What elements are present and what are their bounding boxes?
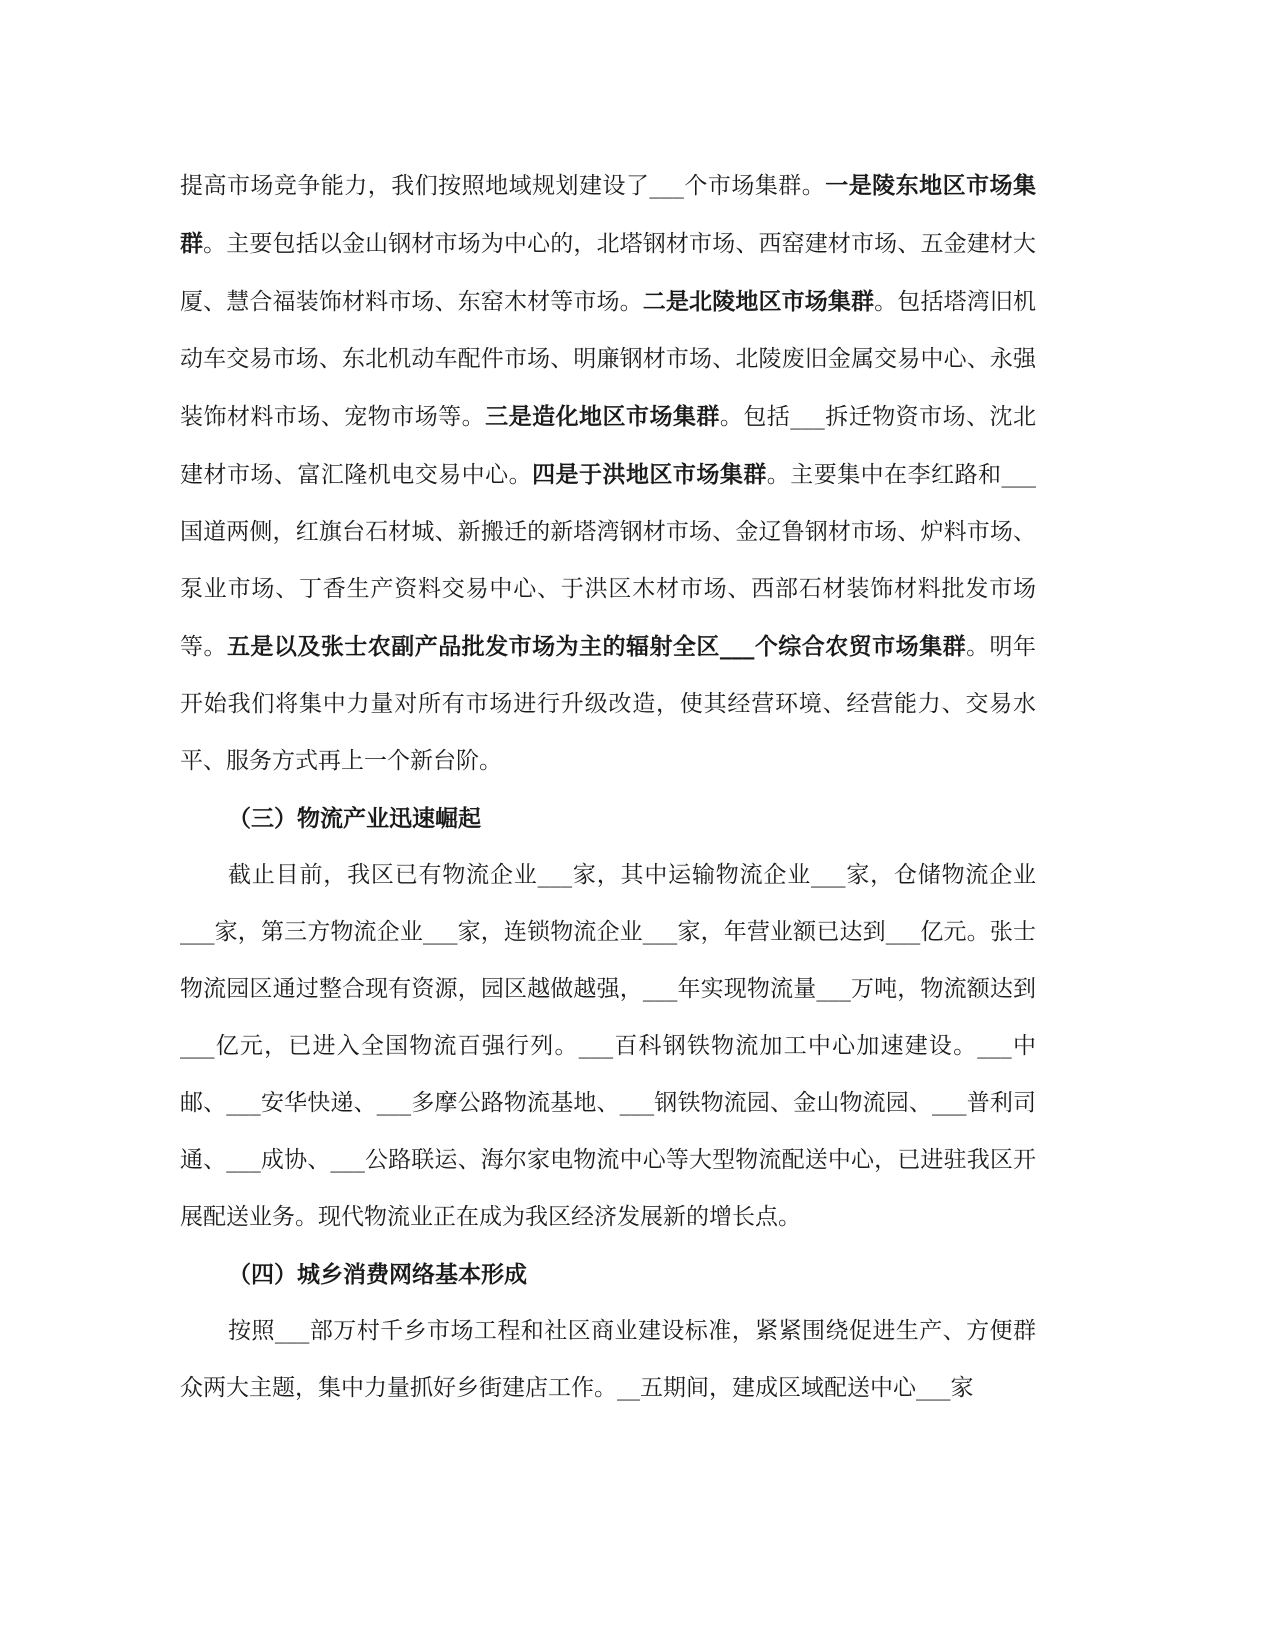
paragraph-market-clusters (180, 157, 1036, 790)
bold-phrase: 三是造化地区市场集群 (485, 403, 720, 430)
paragraph-consumer-network: 按照___部万村千乡市场工程和社区商业建设标准，紧紧围绕促进生产、方便群众两大主题，集中力量抓好乡街建店工作。__五期间，建成区域配送中心___家 (180, 1318, 1036, 1401)
bold-phrase: 五是以及张士农副产品批发市场为主的辐射全区___个综合农贸市场集群 (226, 633, 967, 660)
section-heading-consumer-network: （四）城乡消费网络基本形成 (228, 1261, 527, 1288)
paragraph-text: 。主要集中在李红路和___国道两侧，红旗台石材城、新搬迁的新塔湾钢材市场、金辽鲁钢材市场、炉料市场、泵业市场、丁香生产资料交易中心、于洪区木材市场、西部石材装饰材料批发市场等。 (180, 462, 1037, 660)
paragraph-text: 。主要包括以金山钢材市场为中心的，北塔钢材市场、西窑建材市场、五金建材大厦、慧合福装饰材料市场、东窑木材等市场。 (180, 231, 1037, 315)
paragraph-text: 。包括___拆迁物资市场、沈北建材市场、富汇隆机电交易中心。 (180, 404, 1037, 488)
document-body (180, 157, 1036, 1417)
paragraph-text: 提高市场竞争能力，我们按照地域规划建设了___个市场集群。 (180, 173, 826, 199)
paragraph-text: 。包括塔湾旧机动车交易市场、东北机动车配件市场、明廉钢材市场、北陵废旧金属交易中心、永强装饰材料市场、宠物市场等。 (180, 289, 1037, 430)
bold-phrase: 一是陵东地区市场集群 (180, 172, 1037, 257)
paragraph-logistics: 截止目前，我区已有物流企业___家，其中运输物流企业___家，仓储物流企业___家，第三方物流企业___家，连锁物流企业___家，年营业额已达到___亿元。张士物流园区通过整合现有资源，园区越做越强，___年实现物流量___万吨，物流额达到___亿元，已进入全国物流百强行列。___百科钢铁物流加工中心加速建设。___中邮、___安华快递、___多摩公路物流基地、___钢铁物流园、金山物流园、___普利司通、___成协、___公路联运、海尔家电物流中心等大型物流配送中心，已进驻我区开展配送业务。现代物流业正在成为我区经济发展新的增长点。 (180, 862, 1036, 1230)
bold-phrase: 四是于洪地区市场集群 (532, 461, 767, 488)
section-heading-logistics: （三）物流产业迅速崛起 (228, 805, 481, 832)
bold-phrase: 二是北陵地区市场集群 (642, 288, 875, 315)
paragraph-text: 。明年开始我们将集中力量对所有市场进行升级改造，使其经营环境、经营能力、交易水平、服务方式再上一个新台阶。 (180, 634, 1037, 774)
